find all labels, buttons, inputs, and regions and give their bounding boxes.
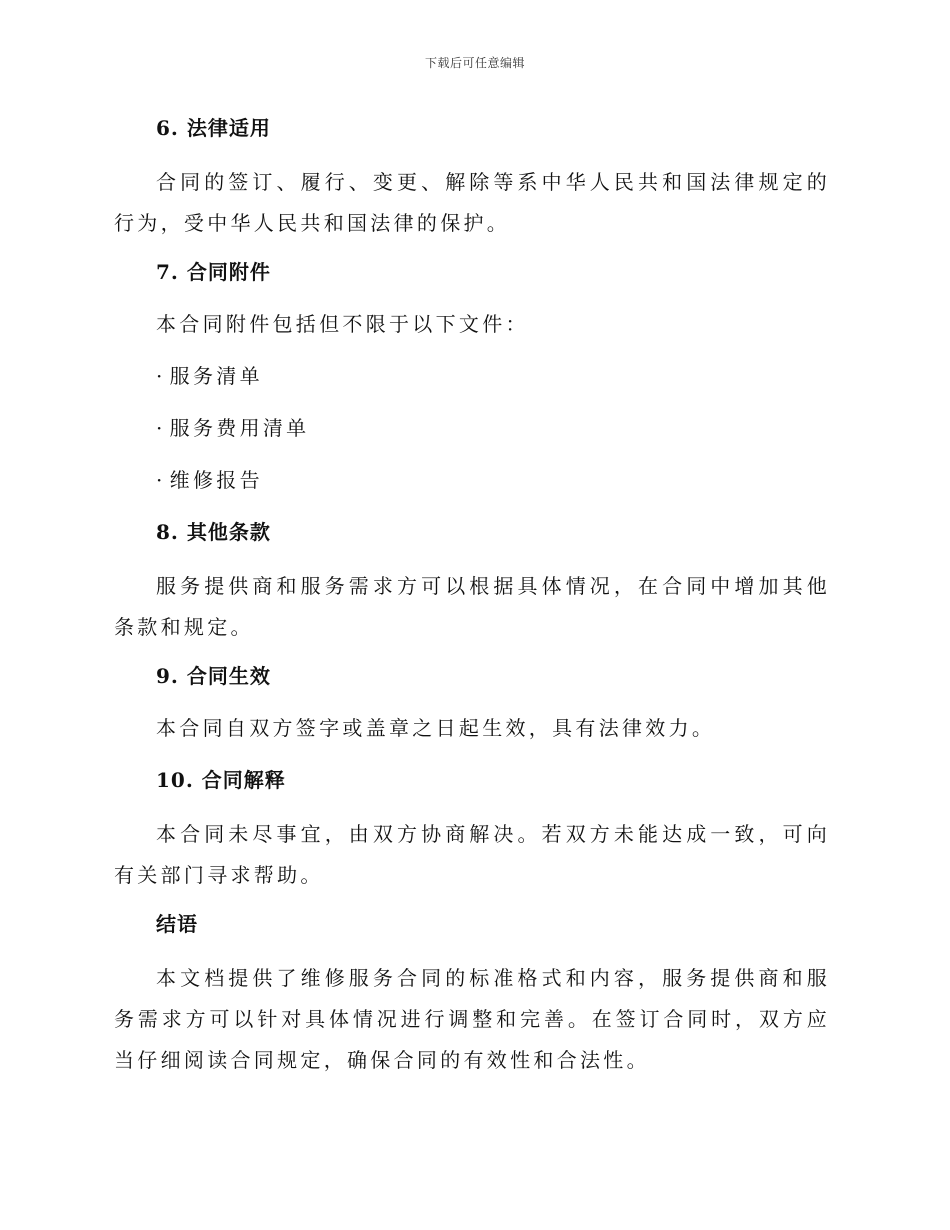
section-heading-law: 6. 法律适用 (156, 116, 271, 140)
section-heading-interpretation: 10. 合同解释 (156, 768, 286, 792)
section-paragraph-law: 合同的签订、履行、变更、解除等系中华人民共和国法律规定的行为，受中华人民共和国法律的保护。 (114, 170, 830, 235)
bullet-icon: · (156, 364, 166, 388)
section-paragraph-other-terms: 服务提供商和服务需求方可以根据具体情况，在合同中增加其他条款和规定。 (114, 574, 830, 639)
bullet-icon: · (156, 468, 166, 492)
list-item-label: 服务费用清单 (169, 416, 310, 440)
list-item (156, 410, 830, 462)
section-paragraph-conclusion: 本文档提供了维修服务合同的标准格式和内容，服务提供商和服务需求方可以针对具体情况进行调整和完善。在签订合同时，双方应当仔细阅读合同规定，确保合同的有效性和合法性。 (114, 966, 830, 1072)
list-item (156, 462, 830, 514)
section-heading-attachments: 7. 合同附件 (156, 260, 271, 284)
section-paragraph-effectiveness: 本合同自双方签字或盖章之日起生效，具有法律效力。 (156, 716, 716, 740)
section-heading-conclusion: 结语 (156, 912, 198, 936)
page-header: 下载后可任意编辑 (424, 56, 525, 70)
bullet-icon: · (156, 416, 166, 440)
section-paragraph-interpretation: 本合同未尽事宜，由双方协商解决。若双方未能达成一致，可向有关部门寻求帮助。 (114, 822, 830, 887)
list-item (156, 358, 830, 410)
section-heading-other-terms: 8. 其他条款 (156, 520, 271, 544)
section-paragraph-attachments: 本合同附件包括但不限于以下文件： (156, 312, 529, 336)
document-body (114, 110, 830, 1091)
list-item-label: 维修报告 (169, 468, 263, 492)
list-item-label: 服务清单 (169, 364, 263, 388)
section-heading-effectiveness: 9. 合同生效 (156, 664, 271, 688)
